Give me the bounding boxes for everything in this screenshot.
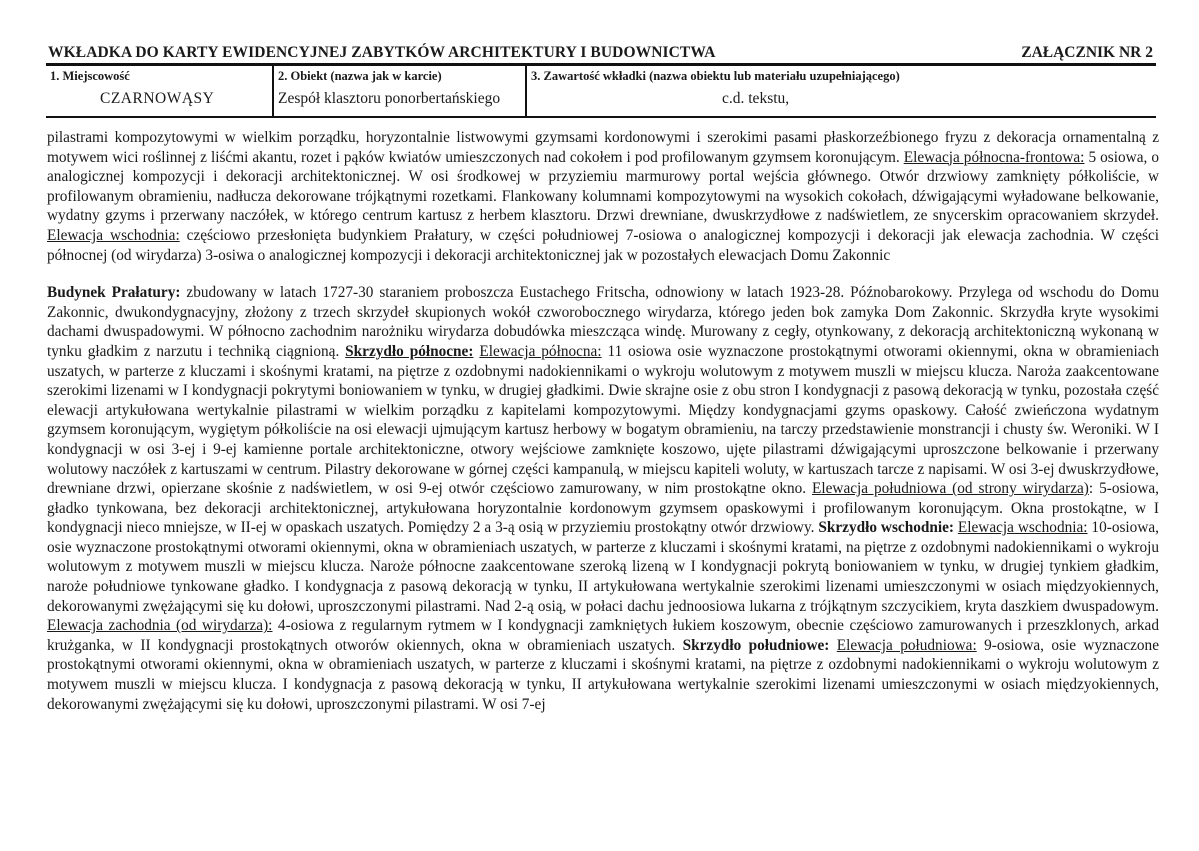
paragraph-text: 9-osiowa, osie wyznaczone prostokątnymi otworami okiennymi, okna w obramieniach uszatych, w parterze z kluczami i skośnymi kratami, na piętrze z ozdobnymi nadokiennikami o wykroju wolutowym z motywem muszli w miejscu klucza. I kondygnacja z pasową dekoracją w tynku, II artykułowana wertykalnie szerokimi lizenami umieszczonymi w osiach międzyokiennych, dekorowanymi zwężającymi się ku dołowi, uproszczonymi pilastrami. W osi 7-ej xyxy=(47,636,1159,713)
annex-label: ZAŁĄCZNIK NR 2 xyxy=(1021,44,1153,61)
heading-budynek-pralatury: Budynek Prałatury: xyxy=(47,284,181,302)
object-value: Zespół klasztoru ponorbertańskiego xyxy=(278,90,501,107)
header-fields-table xyxy=(46,66,1156,118)
paragraph-budynek-pralatury xyxy=(47,283,1159,714)
heading-elewacja-poludniowa: Elewacja południowa: xyxy=(836,636,977,654)
heading-elewacja-wschodnia-2: Elewacja wschodnia: xyxy=(957,519,1088,537)
locality-value: CZARNOWĄSY xyxy=(100,90,215,107)
paragraph-text: : 5-osiowa, gładko tynkowana, bez dekoracji architektonicznej, artykułowana horyzontalnie kordonowym gzymsem opaskowymi i profilowanym koronującym. Okna prostokątne, w I kondygnacji nieco mniejsze, w II-ej w opaskach uszatych. Pomiędzy 2 a 3-ą osią w przyziemiu prostokątny otwór drzwiowy. xyxy=(47,480,1159,537)
heading-elewacja-zachodnia: Elewacja zachodnia (od wirydarza): xyxy=(47,617,273,635)
paragraph-text: 10-osiowa, osie wyznaczone prostokątnymi otworami okiennymi, okna w obramieniach uszatych, w parterze z kluczami i skośnymi kratami, na piętrze z ozdobnymi nadokiennikami o wykroju wolutowym z motywem muszli w miejscu klucza. Naroże północne zaakcentowane szeroką lizeną w I kondygnacji pokrytą boniowaniem w tynku, w drugiej tynkiem gładkim, naroże południowe tynkowane gładko. I kondygnacja z pasową dekoracją w tynku, II artykułowana wertykalnie szerokimi lizenami umieszczonymi w osiach międzyokiennych, dekorowanymi zwężającymi się ku dołowi, uproszczonymi pilastrami. Nad 2-ą osią, w połaci dachu jednoosiowa lukarna z trójkątnym szczycikiem, kryta daszkiem dwuspadowym. xyxy=(47,519,1159,615)
locality-label: 1. Miejscowość xyxy=(50,69,130,83)
paragraph-text: zbudowany w latach 1727-30 staraniem proboszcza Eustachego Fritscha, odnowiony w latach 1923-28. Późnobarokowy. Przylega od wschodu do Domu Zakonnic, dwukondygnacyjny, złożony z trzech skrzydeł skupionych wokół czworobocznego wirydarza, którego jeden bok zamyka Dom Zakonnic. Skrzydła kryte wysokimi dachami dwuspadowymi. W północno zachodnim narożniku wirydarza dobudówka mieszcząca windę. Murowany z cegły, otynkowany, z dekoracją architektoniczną wykonaną w tynku gładkim z narzutu i techniką ciągnioną. xyxy=(47,284,1159,360)
heading-elewacja-poludniowa-wirydarz: Elewacja południowa (od strony wirydarza) xyxy=(812,480,1089,498)
locality-cell xyxy=(46,66,272,116)
paragraph-text: 11 osiowa osie wyznaczone prostokątnymi otworami okiennymi, okna w obramieniach uszatych, w parterze z kluczami i skośnymi kratami, na piętrze z ozdobnymi nadokiennikami o wykroju wolutowym z motywem muszli w miejscu klucza. Naroża zaakcentowane szerokimi lizenami w I kondygnacji pokrytymi boniowaniem w tynku, w drugiej gładkimi. Dwie skrajne osie z obu stron I kondygnacji z pasową dekoracją w tynku, pozostała część elewacji artykułowana wertykalnie pilastrami w wielkim porządku z kapitelami kompozytowymi. Między kondygnacjami gzyms opaskowy. Całość zwieńczona wydatnym gzymsem koronującym, wygiętym półkoliście na osi elewacji ujmującym kartusz herbowy w bogatym obramieniu, na tarczy przedstawienie monstrancji i chusty św. Weroniki. W I kondygnacji w osi 3-ej i 9-ej kamienne portale architektoniczne, otwory wejściowe zamknięte koszowo, ujęte pilastrami dźwigającymi uproszczone belkowanie i przerwany wolutowy naczółek z kartuszami w centrum. Pilastry dekorowane w górnej części kampanulą, w miejscu kapiteli woluty, w kartuszach tarcze z napisami. W osi 3-ej dwuskrzydłowe, drewniane drzwi, opierzane skośnie z nadświetlem, w osi 9-ej otwór częściowo zamurowany, w nim prostokątne okno. xyxy=(47,342,1160,498)
form-title: WKŁADKA DO KARTY EWIDENCYJNEJ ZABYTKÓW ARCHITEKTURY I BUDOWNICTWA xyxy=(48,44,716,61)
paragraph-text: 5 osiowa, o analogicznej kompozycji i dekoracji architektonicznej. W osi środkowej w przyziemiu marmurowy portal wejścia głównego. Otwór drzwiowy zamknięty półkoliście, w profilowanym obramieniu, nadłucza dekorowane trójkątnymi rozetkami. Flankowany kolumnami kompozytowymi na wysokich cokołach, dźwigającymi wyładowane belkowanie, wydatny gzyms i przerwany naczółek, w którego centrum kartusz z herbem klasztoru. Drzwi drewniane, dwuskrzydłowe z nadświetlem, ze snycerskim opracowaniem skrzydeł. xyxy=(47,148,1159,225)
content-cell xyxy=(525,66,1158,116)
paragraph-dom-zakonnic xyxy=(47,128,1159,265)
paragraph-text: pilastrami kompozytowymi w wielkim porządku, horyzontalnie listwowymi gzymsami kordonowymi i szerokimi pasami płaskorzeźbionego fryzu z dekoracja ornamentalną z motywem wici roślinnej z liśćmi akantu, rozet i pąków kwiatów umieszczonych nad cokołem i pod profilowanym gzymsem koronującym. xyxy=(47,129,1159,166)
heading-elewacja-wschodnia: Elewacja wschodnia: xyxy=(47,226,180,244)
paragraph-text: 4-osiowa z regularnym rytmem w I kondygnacji zamkniętych łukiem koszowym, obecnie częściowo zamurowanych i przeszklonych, arkad krużganka, w II kondygnacji prostokątnych otworów okiennych, okna w obramieniach uszatych. xyxy=(47,617,1159,654)
content-value: c.d. tekstu, xyxy=(722,90,790,107)
object-label: 2. Obiekt (nazwa jak w karcie) xyxy=(278,69,442,83)
heading-skrzydlo-wschodnie: Skrzydło wschodnie: xyxy=(818,519,954,537)
heading-elewacja-polnocna-frontowa: Elewacja północna-frontowa: xyxy=(903,148,1085,166)
heading-skrzydlo-poludniowe: Skrzydło południowe: xyxy=(682,636,830,654)
paragraph-text: częściowo przesłonięta budynkiem Prałatury, w części południowej 7-osiowa o analogicznej kompozycji i dekoracji jak elewacja zachodnia. W części północnej (od wirydarza) 3-osiwa o analogicznej kompozycji i dekoracji architektonicznej jak w pozostałych elewacjach Domu Zakonnic xyxy=(47,226,1159,264)
content-label: 3. Zawartość wkładki (nazwa obiektu lub materiału uzupełniającego) xyxy=(531,69,900,83)
document-body xyxy=(47,128,1159,714)
heading-skrzydlo-polnocne: Skrzydło północne: xyxy=(345,342,474,360)
object-cell xyxy=(272,66,525,116)
heading-elewacja-polnocna: Elewacja północna: xyxy=(479,342,602,360)
